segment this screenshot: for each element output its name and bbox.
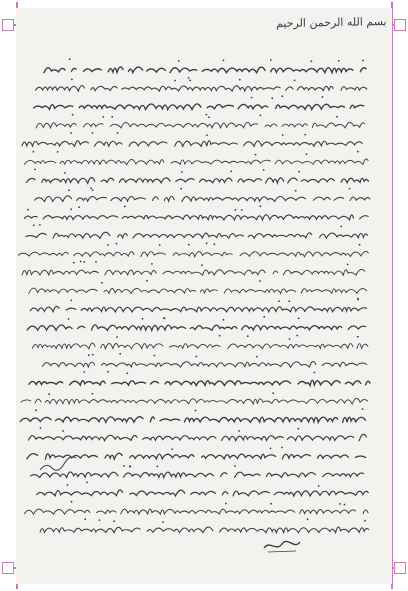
- diacritic-dot: [188, 244, 190, 246]
- diacritic-dot: [339, 503, 341, 505]
- diacritic-dot: [239, 79, 241, 81]
- diacritic-dot: [48, 393, 50, 395]
- diacritic-dot: [40, 427, 42, 429]
- diacritic-dot: [259, 280, 261, 282]
- diacritic-dot: [219, 335, 221, 337]
- diacritic-dot: [62, 430, 64, 432]
- diacritic-dot: [27, 209, 29, 211]
- diacritic-dot: [362, 60, 364, 62]
- diacritic-dot: [88, 354, 90, 356]
- diacritic-dot: [107, 244, 109, 246]
- diacritic-dot: [113, 520, 115, 522]
- diacritic-dot: [357, 151, 359, 153]
- diacritic-dot: [71, 501, 73, 503]
- handwriting-line: [37, 361, 366, 367]
- diacritic-dot: [338, 60, 340, 62]
- diacritic-dot: [126, 372, 128, 374]
- diacritic-dot: [298, 318, 300, 320]
- diacritic-dot: [296, 335, 298, 337]
- diacritic-dot: [318, 485, 320, 487]
- handwriting-line: [44, 67, 366, 73]
- handwriting-line: [29, 434, 367, 441]
- diacritic-dot: [359, 244, 361, 246]
- signature-seal-icon: [262, 538, 302, 554]
- diacritic-dot: [241, 209, 243, 211]
- diacritic-dot: [70, 208, 72, 210]
- header-invocation: بسم الله الرحمن الرحیم: [275, 15, 387, 30]
- diacritic-dot: [298, 428, 300, 430]
- diacritic-dot: [357, 336, 359, 338]
- diacritic-dot: [349, 188, 351, 190]
- diacritic-dot: [288, 300, 290, 302]
- diacritic-dot: [180, 188, 182, 190]
- diacritic-dot: [90, 187, 92, 189]
- diacritic-dot: [223, 60, 225, 62]
- diacritic-dot: [201, 264, 203, 266]
- diacritic-dot: [195, 356, 197, 358]
- diacritic-dot: [260, 114, 262, 116]
- diacritic-dot: [68, 318, 70, 320]
- diacritic-dot: [129, 465, 131, 467]
- diacritic-dot: [39, 224, 41, 226]
- diacritic-dot: [92, 393, 94, 395]
- handwriting-line: [36, 86, 367, 92]
- diacritic-dot: [230, 171, 232, 173]
- diacritic-dot: [195, 410, 197, 412]
- diacritic-dot: [208, 116, 210, 118]
- diacritic-dot: [223, 319, 225, 321]
- diacritic-dot: [95, 261, 97, 263]
- diacritic-dot: [83, 371, 85, 373]
- diacritic-dot: [344, 504, 346, 506]
- diacritic-dot: [270, 59, 272, 61]
- diacritic-dot: [340, 226, 342, 228]
- diacritic-dot: [68, 189, 70, 191]
- diacritic-dot: [78, 206, 80, 208]
- diacritic-dot: [336, 116, 338, 118]
- diacritic-dot: [124, 206, 126, 208]
- diacritic-dot: [86, 482, 88, 484]
- handwriting-line: [18, 251, 368, 256]
- diacritic-dot: [189, 80, 191, 82]
- handwriting-line: [29, 380, 370, 385]
- diacritic-dot: [311, 60, 313, 62]
- diacritic-dot: [123, 465, 125, 467]
- diacritic-dot: [260, 205, 262, 207]
- diacritic-dot: [206, 242, 208, 244]
- diacritic-dot: [251, 97, 253, 99]
- diacritic-dot: [57, 151, 59, 153]
- diacritic-dot: [80, 261, 82, 263]
- diacritic-dot: [162, 521, 164, 523]
- handwriting-line: [16, 269, 365, 275]
- diacritic-dot: [92, 354, 94, 356]
- handwriting-line: [35, 196, 370, 202]
- handwriting-line: [20, 417, 365, 423]
- diacritic-dot: [295, 190, 297, 192]
- diacritic-dot: [35, 409, 37, 411]
- diacritic-dot: [307, 518, 309, 520]
- diacritic-dot: [102, 116, 104, 118]
- diacritic-dot: [181, 171, 183, 173]
- diacritic-dot: [272, 392, 274, 394]
- diacritic-dot: [235, 209, 237, 211]
- diacritic-dot: [298, 171, 300, 173]
- diacritic-dot: [362, 408, 364, 410]
- diacritic-dot: [92, 132, 94, 134]
- diacritic-dot: [142, 318, 144, 320]
- handwriting-line: [22, 453, 365, 459]
- diacritic-dot: [33, 225, 35, 227]
- diacritic-dot: [99, 519, 101, 521]
- diacritic-dot: [34, 169, 36, 171]
- diacritic-dot: [322, 96, 324, 98]
- diacritic-dot: [83, 261, 85, 263]
- diacritic-dot: [282, 134, 284, 136]
- diacritic-dot: [256, 356, 258, 358]
- diacritic-dot: [70, 132, 72, 134]
- diacritic-dot: [64, 172, 66, 174]
- diacritic-dot: [151, 263, 153, 265]
- diacritic-dot: [238, 430, 240, 432]
- diacritic-dot: [67, 484, 69, 486]
- handwriting-line: [22, 141, 362, 147]
- handwriting-line: [29, 288, 367, 293]
- diacritic-dot: [347, 264, 349, 266]
- diacritic-dot: [357, 298, 359, 300]
- diacritic-dot: [289, 338, 291, 340]
- diacritic-dot: [33, 151, 35, 153]
- diacritic-dot: [270, 503, 272, 505]
- diacritic-dot: [163, 317, 165, 319]
- handwriting-line: [37, 490, 369, 496]
- diacritic-dot: [92, 189, 94, 191]
- diacritic-dot: [206, 134, 208, 136]
- diacritic-dot: [154, 355, 156, 357]
- handwriting-line: [34, 104, 364, 110]
- diacritic-dot: [171, 448, 173, 450]
- diacritic-dot: [294, 80, 296, 82]
- handwriting-line: [26, 232, 368, 238]
- diacritic-dot: [306, 153, 308, 155]
- handwriting-line: [27, 177, 369, 183]
- diacritic-dot: [156, 466, 158, 468]
- diacritic-dot: [71, 79, 73, 81]
- handwriting-line: [30, 306, 366, 312]
- diacritic-dot: [314, 372, 316, 374]
- diacritic-dot: [234, 465, 236, 467]
- handwriting-line: [24, 159, 368, 165]
- diacritic-dot: [255, 154, 257, 156]
- diacritic-dot: [364, 520, 366, 522]
- diacritic-dot: [206, 114, 208, 116]
- diacritic-dot: [119, 353, 121, 355]
- diacritic-dot: [101, 282, 103, 284]
- diacritic-dot: [263, 169, 265, 171]
- diacritic-dot: [159, 244, 161, 246]
- diacritic-dot: [304, 134, 306, 136]
- handwriting-line: [27, 325, 365, 331]
- diacritic-dot: [84, 518, 86, 520]
- handwriting-line: [33, 527, 369, 533]
- diacritic-dot: [72, 114, 74, 116]
- handwriting-line: [20, 215, 368, 220]
- handwriting-line: [29, 122, 364, 128]
- diacritic-dot: [107, 371, 109, 373]
- diacritic-dot: [73, 262, 75, 264]
- diacritic-dot: [225, 503, 227, 505]
- diacritic-dot: [178, 60, 180, 62]
- diacritic-dot: [271, 97, 273, 99]
- diacritic-dot: [188, 77, 190, 79]
- diacritic-dot: [247, 335, 249, 337]
- handwriting-line: [32, 343, 368, 349]
- diacritic-dot: [270, 448, 272, 450]
- diacritic-dot: [116, 336, 118, 338]
- diacritic-dot: [146, 280, 148, 282]
- handwriting-line: [26, 472, 364, 478]
- diacritic-dot: [70, 300, 72, 302]
- diacritic-dot: [278, 300, 280, 302]
- diacritic-dot: [263, 316, 265, 318]
- diacritic-dot: [116, 243, 118, 245]
- diacritic-dot: [117, 132, 119, 134]
- diacritic-dot: [69, 58, 71, 60]
- handwriting-line: [18, 509, 368, 514]
- diacritic-dot: [174, 80, 176, 82]
- diacritic-dot: [111, 116, 113, 118]
- diacritic-dot: [281, 447, 283, 449]
- diacritic-dot: [214, 243, 216, 245]
- handwriting-line: [13, 398, 368, 404]
- diacritic-dot: [281, 95, 283, 97]
